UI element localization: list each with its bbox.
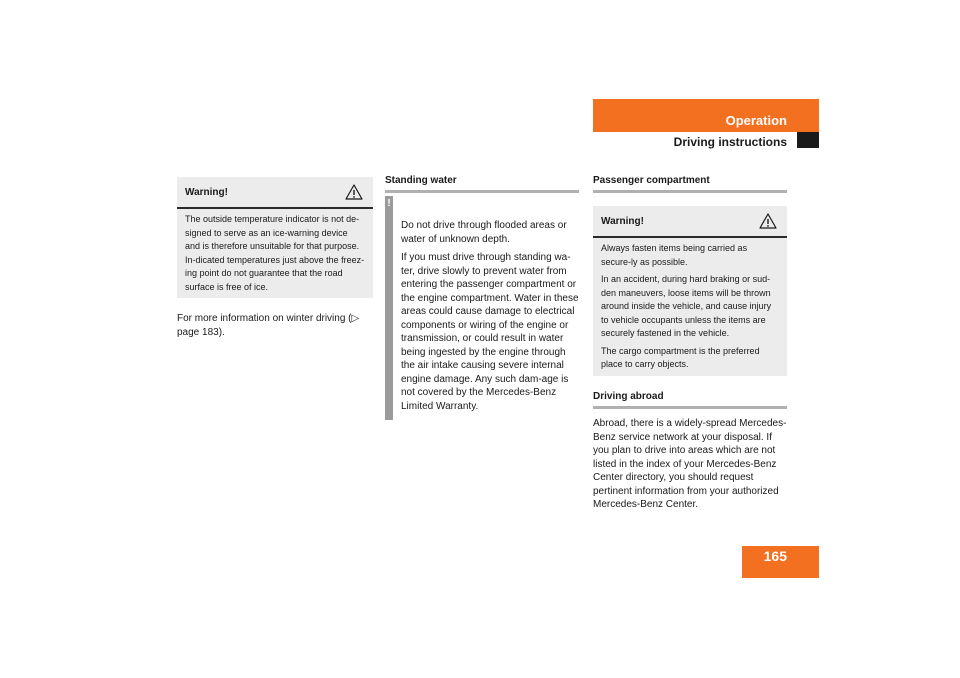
warning-box-cargo [593, 206, 787, 376]
warning-header [177, 177, 373, 209]
warning-text [177, 209, 373, 304]
notice-bar [385, 196, 393, 420]
warning-paragraph: Always fasten items being carried as secure-ly as possible. [601, 243, 748, 267]
warning-paragraph: In an accident, during hard braking or sud-den maneuvers, loose items will be thrown around inside the vehicle, and cause injury to vehicle occupants unless the items are securely fastened in the vehicle. [601, 274, 772, 338]
notice-box-standing-water [385, 196, 579, 420]
warning-triangle-icon [759, 212, 777, 230]
notice-text [401, 219, 579, 418]
section-title: Operation [725, 113, 787, 128]
more-info-text: For more information on winter driving (▷ page 183). [177, 313, 360, 338]
heading-driving-abroad: Driving abroad [593, 391, 787, 409]
page-number: 165 [763, 548, 787, 564]
warning-triangle-icon [345, 183, 363, 201]
exclamation-icon: ! [387, 198, 391, 209]
warning-title: Warning! [185, 187, 228, 198]
heading-passenger-compartment: Passenger compartment [593, 175, 787, 193]
subsection-title: Driving instructions [673, 135, 787, 149]
warning-title: Warning! [601, 216, 644, 227]
warning-paragraph: The outside temperature indicator is not de-signed to serve as an ice-warning device and is therefore unsuitable for that purpose. In-dicated temperatures just above the freez-ing point do not guarantee that the road surface is free of ice. [185, 214, 365, 292]
warning-paragraph: The cargo compartment is the preferred place to carry objects. [601, 345, 760, 369]
warning-header [593, 206, 787, 238]
driving-abroad-text: Abroad, there is a widely-spread Mercedes-Benz service network at your disposal. If you plan to drive into areas which are not listed in the index of your Mercedes-Benz Center directory, you should request pertinent information from your authorized Mercedes-Benz Center. [593, 418, 787, 510]
warning-box-temperature [177, 177, 373, 298]
header-marker [797, 132, 819, 148]
notice-paragraph: If you must drive through standing wa-ter, drive slowly to prevent water from entering the passenger compartment or the engine compartment. Water in these areas could cause damage to electrical components or wiring of the engine or transmission, or could result in water being ingested by the engine through the air intake causing severe internal engine damage. Any such dam-age is not covered by the Mercedes-Benz Limited Warranty. [401, 252, 579, 412]
warning-text [593, 238, 787, 382]
heading-standing-water: Standing water [385, 175, 579, 193]
notice-paragraph: Do not drive through flooded areas or water of unknown depth. [401, 220, 567, 245]
